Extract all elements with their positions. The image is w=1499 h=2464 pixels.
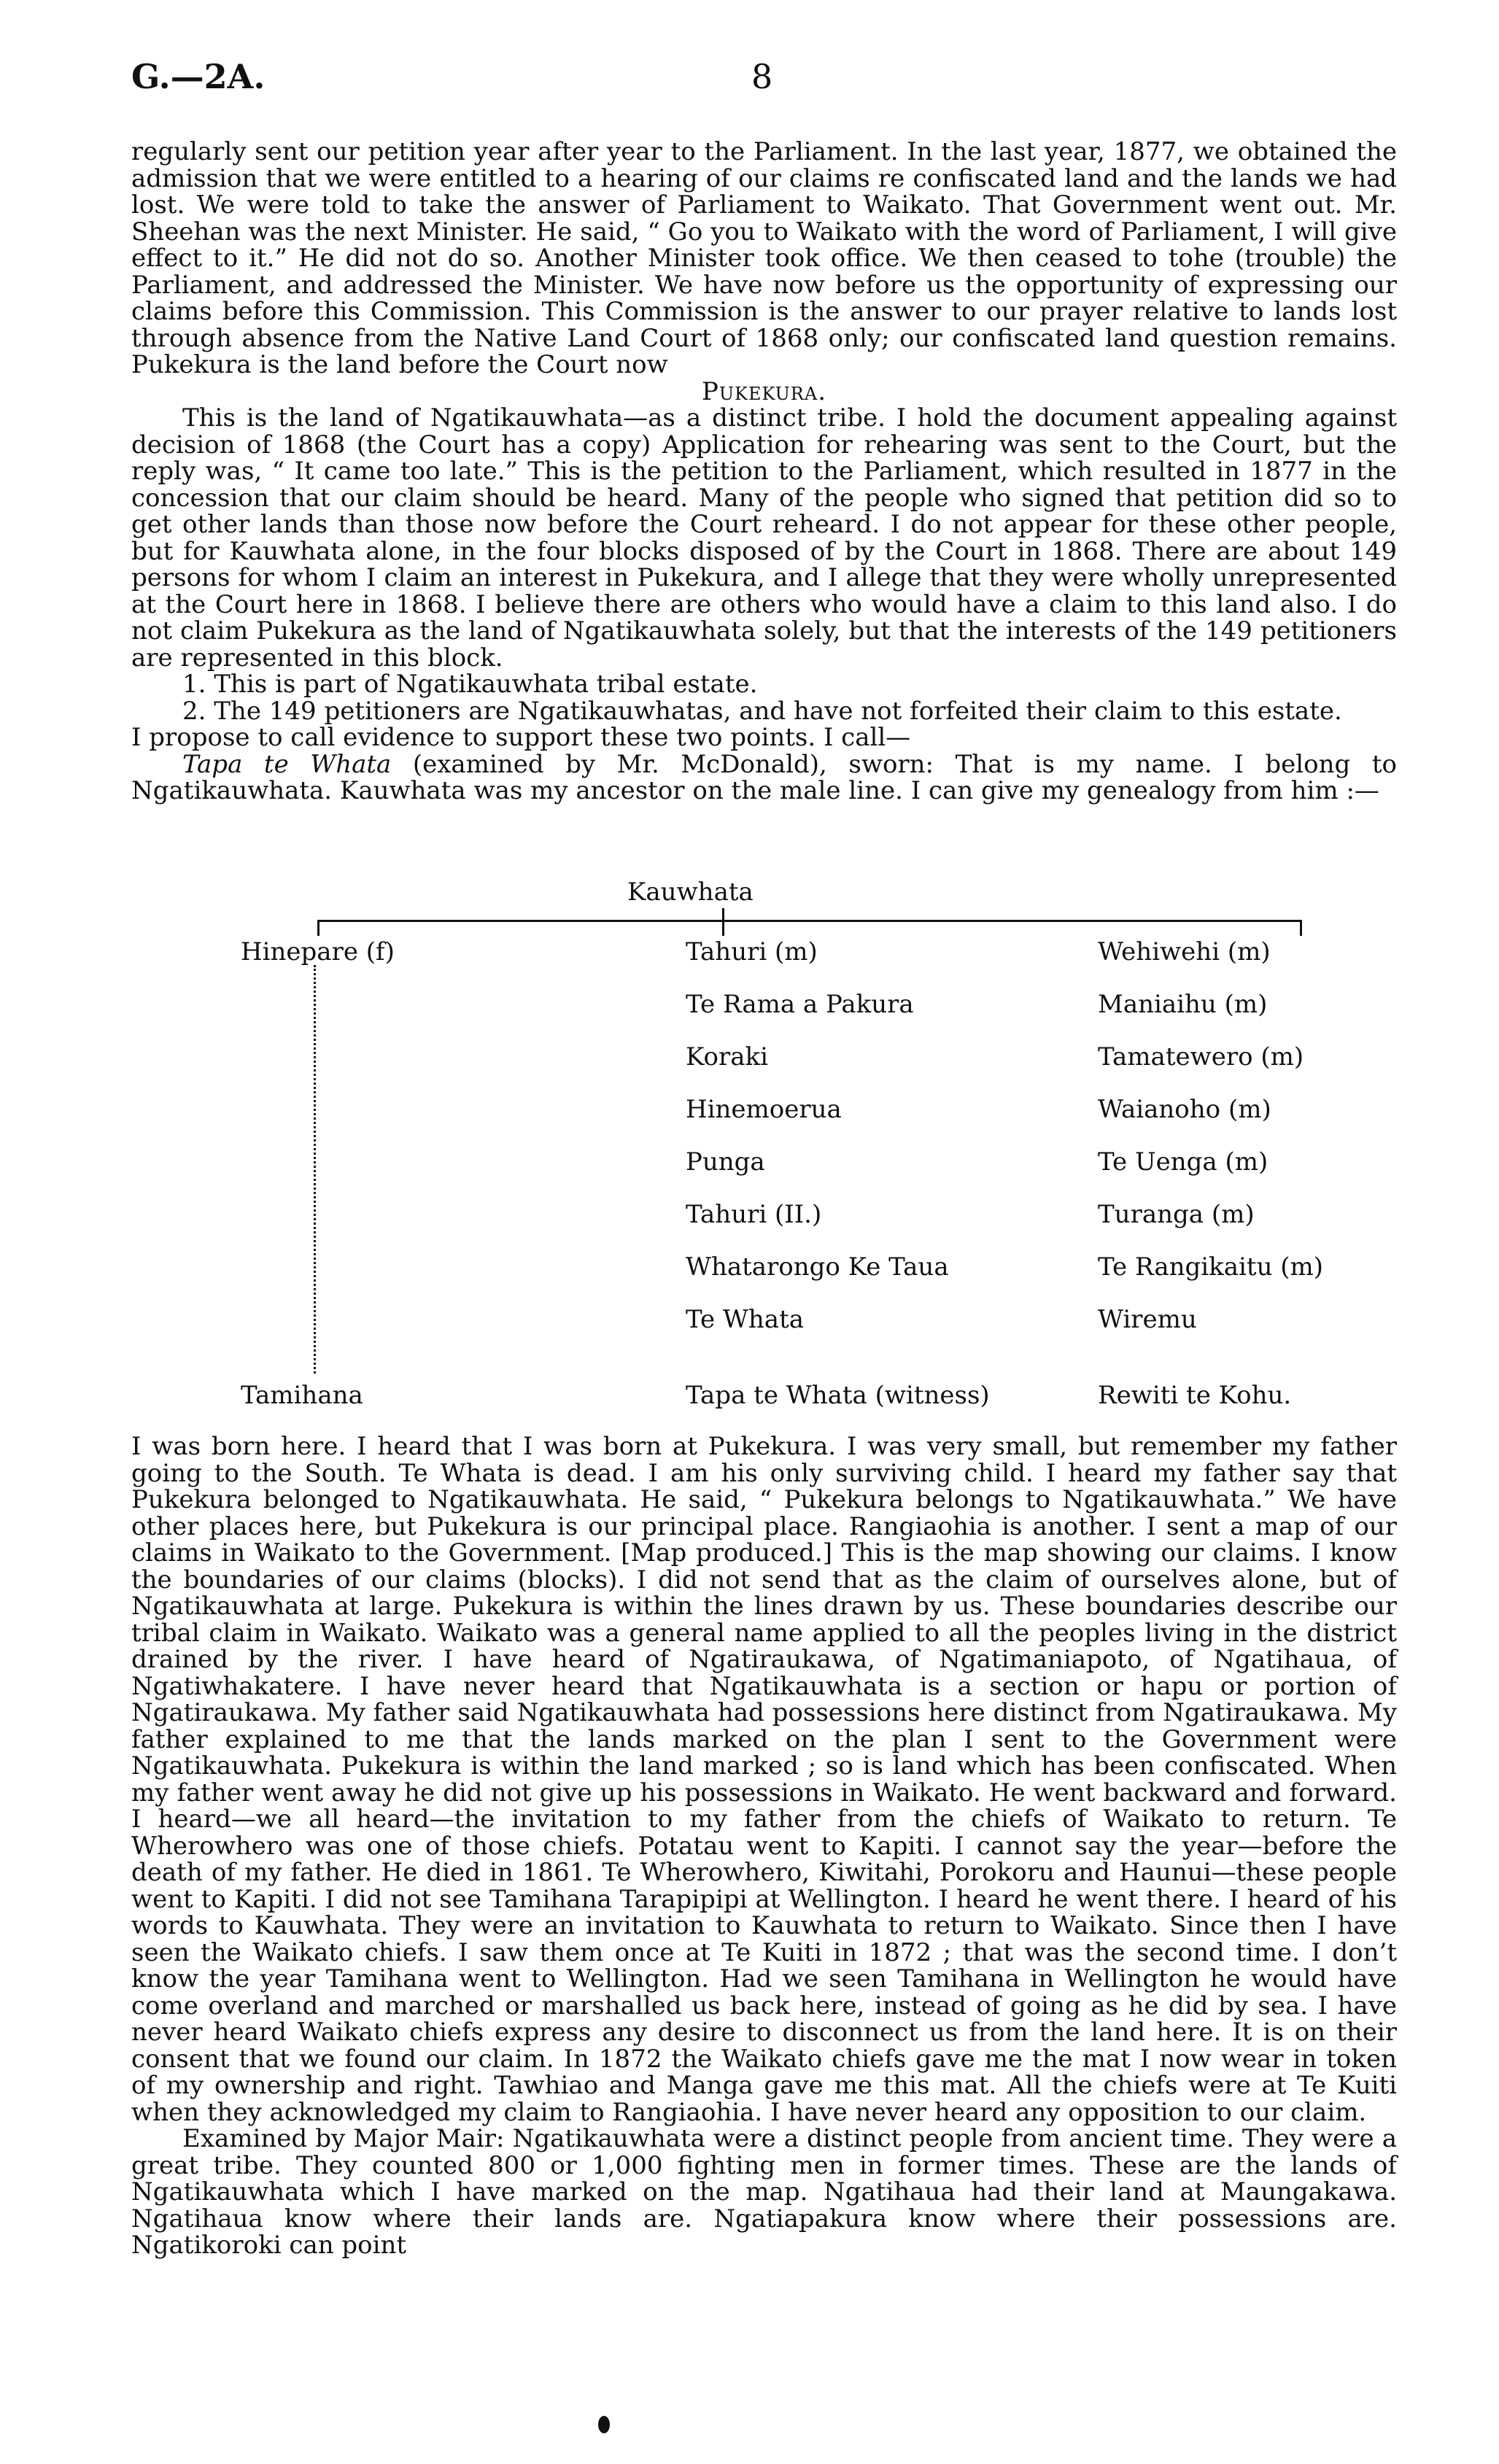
tree-connector — [722, 908, 724, 936]
right-ancestor-0: Wehiwehi (m) — [1098, 937, 1271, 966]
paragraph-top-text: regularly sent our petition year after year to the Parliament. In the last year, 1877, we obtained the admission that we were entitled to a hearing of our claims re confiscated land and the lands we had lost. We were told to take the answer of Parliament to Waikato. That Government went out. Mr. Sheehan was the next Minister. He said, “ Go you to Waikato with the word of Parliament, I will give effect to it.” He did not do so. Another Minister took office. We then ceased to tohe (trouble) the Parliament, and addressed the Minister. We have now before us the opportunity of expressing our claims before this Commission. This Commission is the answer to our prayer relative to lands lost through absence from the Native Land Court of 1868 only; our confiscated land question remains. Pukekura is the land before the Court now — [131, 137, 1397, 379]
right-ancestor-4: Te Uenga (m) — [1098, 1147, 1268, 1177]
right-ancestor-3: Waianoho (m) — [1098, 1095, 1271, 1124]
middle-ancestor-0: Tahuri (m) — [686, 937, 818, 966]
tree-connector — [317, 920, 1302, 922]
right-ancestor-5: Turanga (m) — [1098, 1200, 1255, 1229]
middle-ancestor-4: Punga — [686, 1147, 765, 1177]
witness-name: Tapa te Whata — [182, 749, 392, 779]
left-ancestor-0: Hinepare (f) — [241, 937, 395, 966]
middle-ancestor-8: Tapa te Whata (witness) — [686, 1381, 990, 1410]
testimony-text: I was born here. I heard that I was born at Pukekura. I was very small, but remember my father going to the South. Te Whata is dead. I am his only surviving child. I heard my father say that Pukekura belonged to Ngatikauwhata. He said, “ Pukekura belongs to Ngatikauwhata.” We have other places here, but Pukekura is our principal place. Rangiaohia is another. I sent a map of our claims in Waikato to the Government. [Map produced.] This is the map showing our claims. I know the boundaries of our claims (blocks). I did not send that as the claim of ourselves alone, but of Ngatikauwhata at large. Pukekura is within the lines drawn by us. These boundaries describe our tribal claim in Waikato. Waikato was a general name applied to all the peoples living in the district drained by the river. I have heard of Ngatiraukawa, of Ngatimaniapoto, of Ngatihaua, of Ngatiwhakatere. I have never heard that Ngatikauwhata is a section or hapu or portion of Ngatiraukawa. My father said Ngatikauwhata had possessions here distinct from Ngatiraukawa. My father explained to me that the lands marked on the plan I sent to the Government were Ngatikauwhata. Pukekura is within the land marked ; so is land which has been confiscated. When my father went away he did not give up his possessions in Waikato. He went backward and forward. I heard—we all heard—the invitation to my father from the chiefs of Waikato to return. Te Wherowhero was one of those chiefs. Potatau went to Kapiti. I cannot say the year—before the death of my father. He died in 1861. Te Wherowhero, Kiwitahi, Porokoru and Haunui—these people went to Kapiti. I did not see Tamihana Tarapipipi at Wellington. I heard he went there. I heard of his words to Kauwhata. They were an invitation to Kauwhata to return to Waikato. Since then I have seen the Waikato chiefs. I saw them once at Te Kuiti in 1872 ; that was the second time. I don’t know the year Tamihana went to Wellington. Had we seen Tamihana in Wellington he would have come overland and marched or marshalled us back here, instead of going as he did by sea. I have never heard Waikato chiefs express any desire to disconnect us from the land here. It is on their consent that we found our claim. In 1872 the Waikato chiefs gave me the mat I now wear in token of my ownership and right. Tawhiao and Manga gave me this mat. All the chiefs were at Te Kuiti when they acknowledged my claim to Rangiaohia. I have never heard any opposition to our claim. — [131, 1432, 1397, 2127]
right-ancestor-6: Te Rangikaitu (m) — [1098, 1252, 1324, 1282]
middle-ancestor-5: Tahuri (II.) — [686, 1200, 822, 1229]
section-heading: Pukekura. — [701, 376, 827, 406]
page-mark — [598, 2416, 610, 2433]
middle-ancestor-3: Hinemoerua — [686, 1095, 842, 1124]
paragraph-call: I propose to call evidence to support these two points. I call— — [131, 723, 911, 752]
right-ancestor-8: Rewiti te Kohu. — [1098, 1381, 1292, 1410]
paragraph-mair: Examined by Major Mair: Ngatikauwhata were a distinct people from ancient time. They were a great tribe. They counted 800 or 1,000 fighting men in former times. These are the lands of Ngatikauwhata which I have marked on the map. Ngatihaua had their land at Maungakawa. Ngatihaua know where their lands are. Ngatiapakura know where their possessions are. Ngatikoroki can point — [131, 2124, 1397, 2260]
tree-connector — [317, 920, 319, 936]
paragraph-testimony — [131, 1433, 1397, 2259]
middle-ancestor-2: Koraki — [686, 1042, 768, 1072]
left-ancestor-1: Tamihana — [241, 1381, 363, 1410]
genealogy-root: Kauwhata — [627, 877, 754, 907]
middle-ancestor-6: Whatarongo Ke Taua — [686, 1252, 949, 1282]
tree-connector — [1300, 920, 1302, 936]
point-two: 2. The 149 petitioners are Ngatikauwhatas, and have not forfeited their claim to this estate. — [182, 696, 1342, 726]
paragraph-top — [131, 139, 1397, 805]
witness-intro-text: (examined by Mr. McDonald), sworn: That is my name. I belong to Ngatikauwhata. Kauwhata was my ancestor on the male line. I can give my genealogy from him :— — [131, 749, 1397, 805]
genealogy-tree — [131, 879, 1397, 1419]
middle-ancestor-7: Te Whata — [686, 1305, 805, 1334]
paragraph-claim: This is the land of Ngatikauwhata—as a distinct tribe. I hold the document appealing against decision of 1868 (the Court has a copy) Application for rehearing was sent to the Court, but the reply was, “ It came too late.” This is the petition to the Parliament, which resulted in 1877 in the concession that our claim should be heard. Many of the people who signed that petition did so to get other lands than those now before the Court reheard. I do not appear for these other people, but for Kauwhata alone, in the four blocks disposed of by the Court in 1868. There are about 149 persons for whom I claim an interest in Pukekura, and I allege that they were wholly unrepresented at the Court here in 1868. I believe there are others who would have a claim to this land also. I do not claim Pukekura as the land of Ngatikauwhata solely, but that the interests of the 149 petitioners are represented in this block. — [131, 403, 1397, 673]
right-ancestor-1: Maniaihu (m) — [1098, 990, 1268, 1019]
right-ancestor-7: Wiremu — [1098, 1305, 1197, 1334]
point-one: 1. This is part of Ngatikauwhata tribal estate. — [182, 670, 758, 699]
page-number: 8 — [751, 57, 773, 96]
tree-dotted-line — [314, 965, 316, 1374]
right-ancestor-2: Tamatewero (m) — [1098, 1042, 1304, 1072]
middle-ancestor-1: Te Rama a Pakura — [686, 990, 914, 1019]
page-reference: G.—2A. — [131, 57, 266, 96]
witness-intro — [131, 751, 1397, 805]
